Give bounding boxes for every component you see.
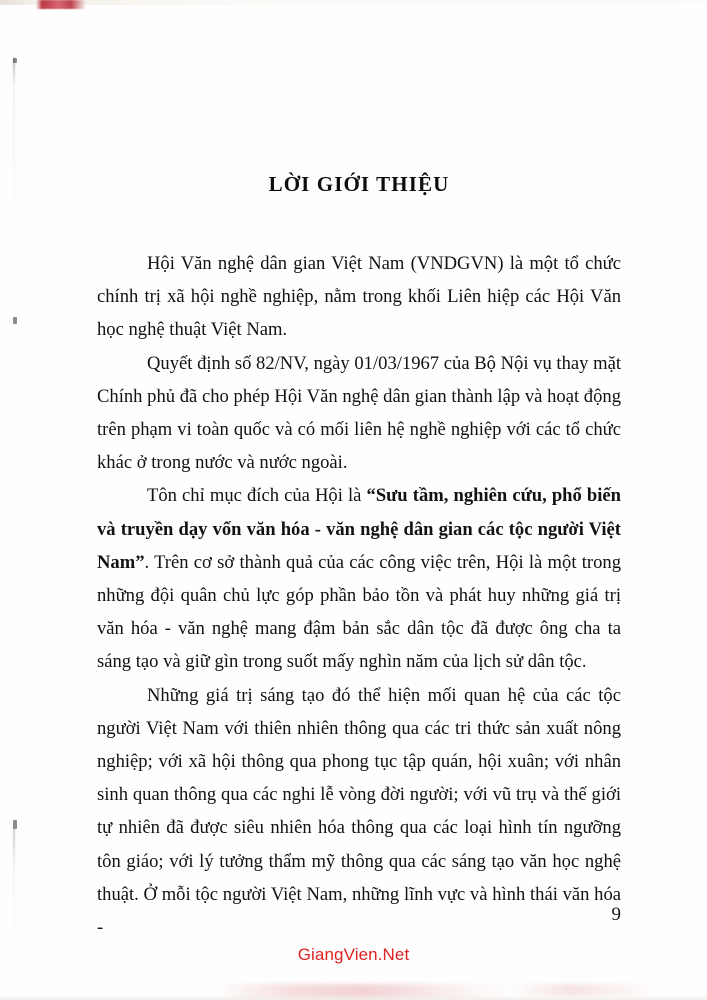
scan-top-edge-band (0, 0, 707, 5)
page-title: LỜI GIỚI THIỆU (268, 172, 450, 196)
scan-speck (13, 317, 17, 324)
page-number: 9 (611, 904, 621, 925)
site-watermark: GiangVien.Net (297, 945, 410, 964)
body-text (97, 247, 621, 944)
scan-speck (13, 820, 17, 829)
scan-bottom-bleedthrough (215, 984, 515, 998)
paragraph-1: Hội Văn nghệ dân gian Việt Nam (VNDGVN) là một tổ chức chính trị xã hội nghề nghiệp, nằm trong khối Liên hiệp các Hội Văn học nghệ thuật Việt Nam. (97, 253, 621, 341)
scan-left-streak-top (13, 58, 15, 328)
scan-left-streak-bottom (13, 828, 15, 948)
paragraph-3 (97, 479, 621, 678)
paragraph-4: Những giá trị sáng tạo đó thể hiện mối quan hệ của các tộc người Việt Nam với thiên nhiên thông qua các tri thức sản xuất nông nghiệp; với xã hội thông qua phong tục tập quán, hội xuân; với nhân sinh quan thông qua các nghi lễ vòng đời người; với vũ trụ và thế giới tự nhiên đã được siêu nhiên hóa thông qua các loại hình tín ngưỡng tôn giáo; với lý tưởng thẩm mỹ thông qua các sáng tạo văn học nghệ thuật. Ở mỗi tộc người Việt Nam, những lĩnh vực và hình thái văn hóa - (97, 684, 621, 939)
scan-speck (13, 58, 17, 63)
paragraph-3-quote: “Sưu tầm, nghiên cứu, phổ biến và truyền dạy vốn văn hóa - văn nghệ dân gian các tộc người Việt Nam” (97, 485, 621, 573)
paragraph-3-tail: . Trên cơ sở thành quả của các công việc trên, Hội là một trong những đội quân chủ lực góp phần bảo tồn và phát huy những giá trị văn hóa - văn nghệ mang đậm bản sắc dân tộc đã được ông cha ta sáng tạo và giữ gìn trong suốt mấy nghìn năm của lịch sử dân tộc. (97, 551, 621, 673)
paragraph-2: Quyết định số 82/NV, ngày 01/03/1967 của Bộ Nội vụ thay mặt Chính phủ đã cho phép Hội Văn nghệ dân gian thành lập và hoạt động trên phạm vi toàn quốc và có mối liên hệ nghề nghiệp với các tổ chức khác ở trong nước và nước ngoài. (97, 352, 621, 474)
scan-bottom-edge-shade (0, 995, 707, 1000)
paragraph-3-lead: Tôn chỉ mục đích của Hội là (147, 485, 367, 507)
scan-red-smudge (36, 0, 86, 9)
scan-bottom-bleedthrough (510, 984, 660, 996)
